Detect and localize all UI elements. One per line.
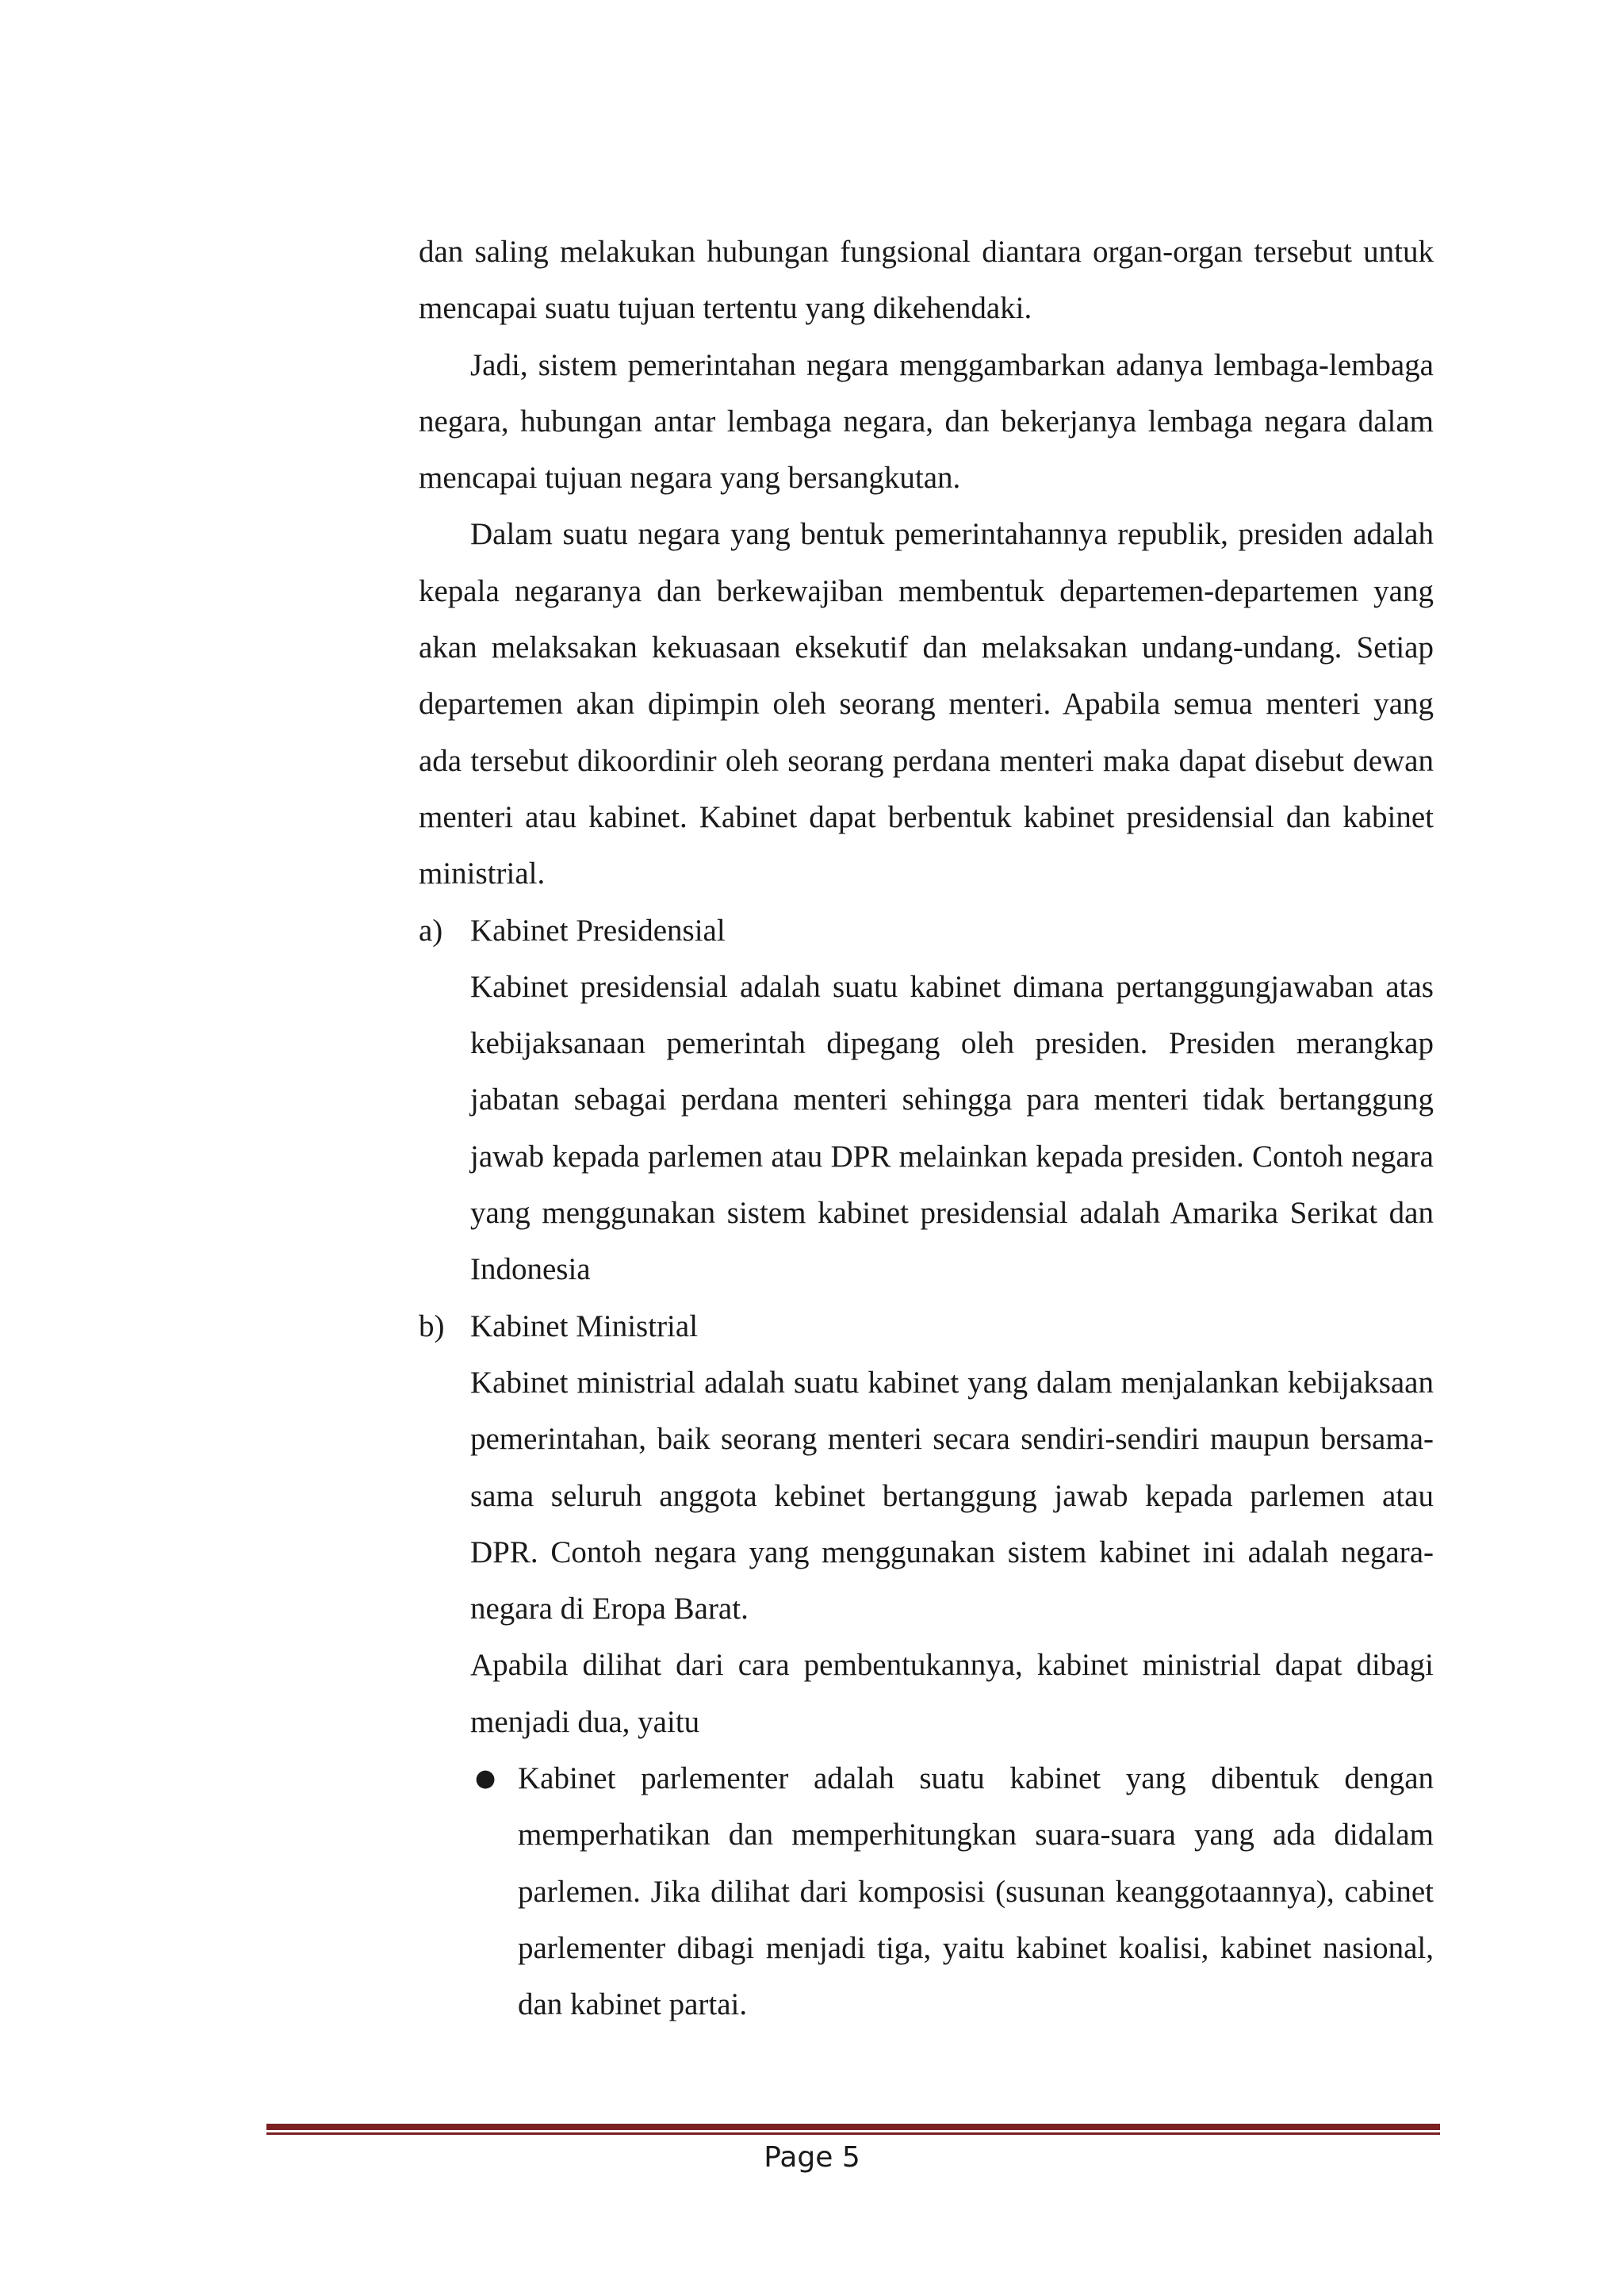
list-item-title: Kabinet Ministrial <box>470 1308 699 1343</box>
bullet-icon: ● <box>475 1764 496 1793</box>
list-item-title: Kabinet Presidensial <box>470 913 726 948</box>
footer-rule-thin <box>266 2132 1440 2135</box>
list-item-paragraph: Apabila dilihat dari cara pembentukannya, kabinet ministrial dapat dibagi menjadi dua, yaitu <box>470 1648 1434 1739</box>
footer-rule-thick <box>266 2124 1440 2130</box>
list-item-paragraph: Kabinet presidensial adalah suatu kabinet dimana pertanggungjawaban atas kebijaksanaan pemerintah dipegang oleh presiden. Presiden merangkap jabatan sebagai perdana menteri sehingga para menteri tidak bertanggung jawab kepada parlemen atau DPR melainkan kepada presiden. Contoh negara yang menggunakan sistem kabinet presidensial adalah Amarika Serikat dan Indonesia <box>470 969 1434 1287</box>
body-paragraph: Jadi, sistem pemerintahan negara menggambarkan adanya lembaga-lembaga negara, hubungan antar lembaga negara, dan bekerjanya lembaga negara dalam mencapai tujuan negara yang bersangkutan. <box>419 347 1434 496</box>
list-marker: b) <box>419 1308 445 1343</box>
document-body <box>419 224 1434 2033</box>
list-item-paragraph: Kabinet ministrial adalah suatu kabinet yang dalam menjalankan kebijaksaan pemerintahan, baik seorang menteri secara sendiri-sendiri maupun bersama-sama seluruh anggota kebinet bertanggung jawab kepada parlemen atau DPR. Contoh negara yang menggunakan sistem kabinet ini adalah negara-negara di Eropa Barat. <box>470 1365 1434 1626</box>
list-item-b <box>419 1298 1434 2033</box>
page-number: Page 5 <box>764 2141 860 2174</box>
bullet-text: Kabinet parlementer adalah suatu kabinet yang dibentuk dengan memperhatikan dan memperhitungkan suara-suara yang ada didalam parlemen. Jika dilihat dari komposisi (susunan keanggotaannya), cabinet parlementer dibagi menjadi tiga, yaitu kabinet koalisi, kabinet nasional, dan kabinet partai. <box>518 1761 1434 2022</box>
list-item-a <box>419 902 1434 1298</box>
body-paragraph: dan saling melakukan hubungan fungsional diantara organ-organ tersebut untuk mencapai suatu tujuan tertentu yang dikehendaki. <box>419 235 1434 326</box>
bullet-item <box>470 1750 1434 2033</box>
list-marker: a) <box>419 913 443 948</box>
footer-divider <box>266 2124 1440 2135</box>
body-paragraph: Dalam suatu negara yang bentuk pemerintahannya republik, presiden adalah kepala negaranya dan berkewajiban membentuk departemen-departemen yang akan melaksakan kekuasaan eksekutif dan melaksakan undang-undang. Setiap departemen akan dipimpin oleh seorang menteri. Apabila semua menteri yang ada tersebut dikoordinir oleh seorang perdana menteri maka dapat disebut dewan menteri atau kabinet. Kabinet dapat berbentuk kabinet presidensial dan kabinet ministrial. <box>419 517 1434 891</box>
